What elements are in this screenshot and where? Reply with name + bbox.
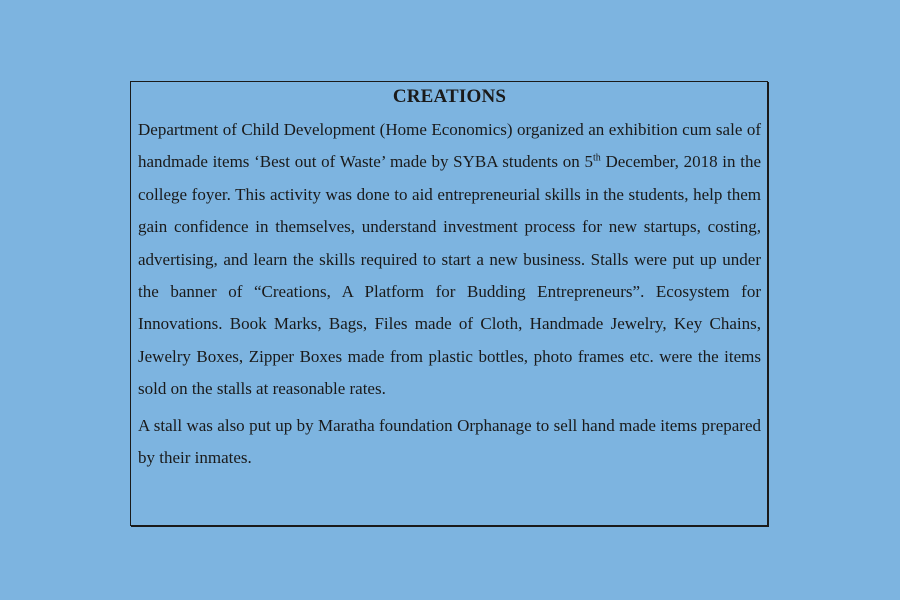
- article-box: [130, 81, 768, 526]
- paragraph-1-text-end: December, 2018 in the college foyer. This activity was done to aid entrepreneurial skills in the students, help them gain confidence in themselves, understand investment process for new startups, costing, advertising, and learn the skills required to start a new business. Stalls were put up under the banner of “Creations, A Platform for Budding Entrepreneurs”. Ecosystem for Innovations. Book Marks, Bags, Files made of Cloth, Handmade Jewelry, Key Chains, Jewelry Boxes, Zipper Boxes made from plastic bottles, photo frames etc. were the items sold on the stalls at reasonable rates.: [138, 152, 761, 399]
- article-title: CREATIONS: [392, 86, 507, 107]
- paragraph-1-text-start: Department of Child Development (Home Economics) organized an exhibition cum sale of handmade items ‘Best out of Waste’ made by SYBA students on 5: [138, 120, 761, 172]
- article-paragraph-2: A stall was also put up by Maratha foundation Orphanage to sell hand made items prepared by their inmates.: [138, 415, 761, 468]
- article-paragraph-1: [138, 114, 761, 406]
- ordinal-suffix: th: [592, 152, 601, 164]
